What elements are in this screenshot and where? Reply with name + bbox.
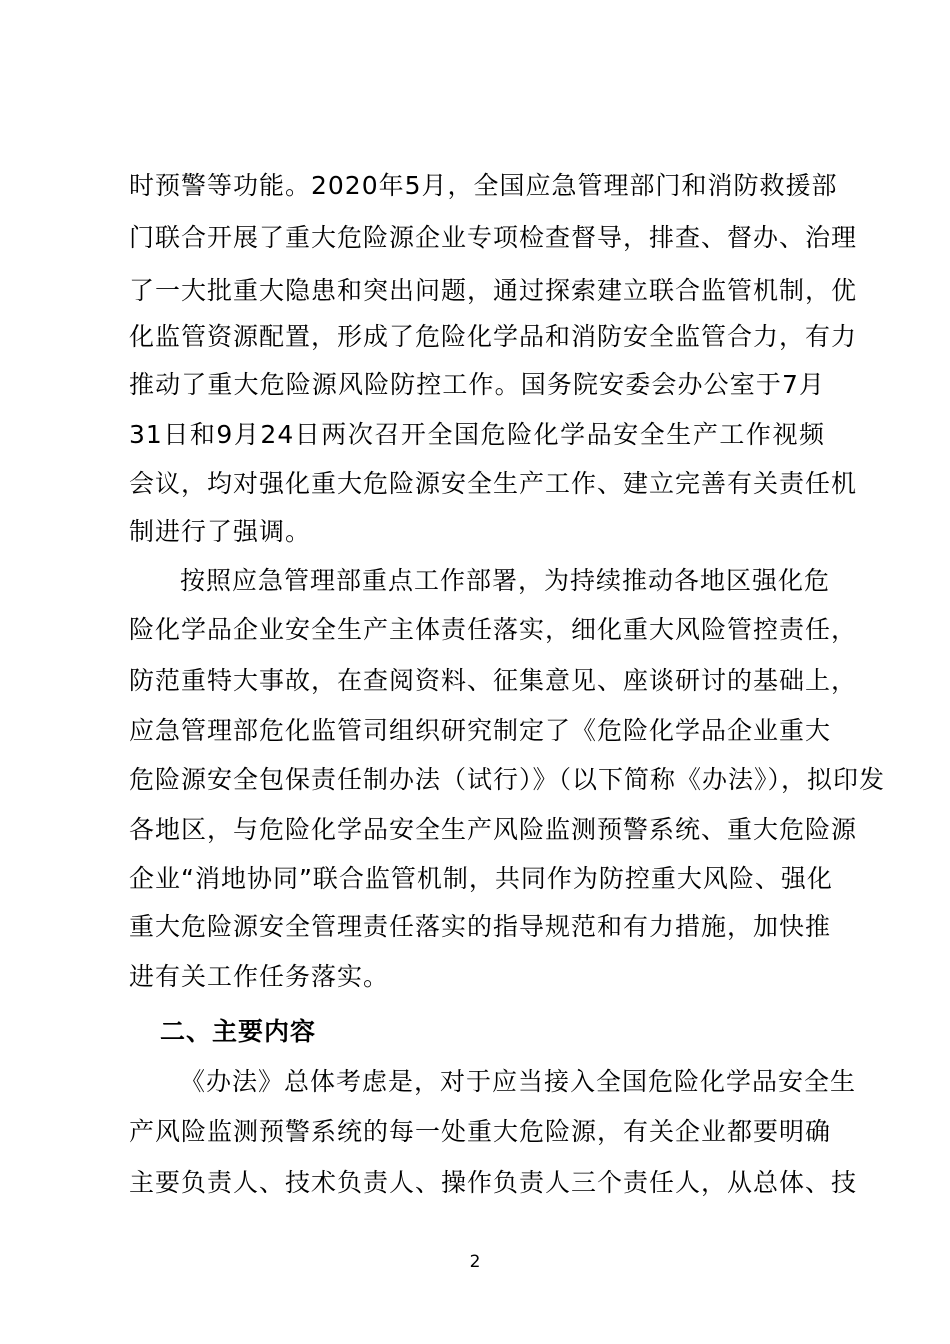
paragraph2-line: 企业“消地协同”联合监管机制，共同作为防控重大风险、强化 xyxy=(129,864,833,893)
paragraph1-line: 制进行了强调。 xyxy=(129,517,312,546)
paragraph1-line: 会议，均对强化重大危险源安全生产工作、建立完善有关责任机 xyxy=(129,469,858,498)
paragraph1-line: 门联合开展了重大危险源企业专项检查督导，排查、督办、治理 xyxy=(129,223,858,252)
paragraph3-line: 产风险监测预警系统的每一处重大危险源，有关企业都要明确 xyxy=(129,1117,832,1146)
section-heading: 二、主要内容 xyxy=(160,1017,317,1046)
page-number: 2 xyxy=(469,1252,481,1272)
paragraph2-line: 防范重特大事故，在查阅资料、征集意见、座谈研讨的基础上， xyxy=(129,666,858,695)
paragraph3-line: 主要负责人、技术负责人、操作负责人三个责任人，从总体、技 xyxy=(129,1168,858,1197)
paragraph1-line: 推动了重大危险源风险防控工作。国务院安委会办公室于7月 xyxy=(129,370,825,399)
paragraph3-line: 《办法》总体考虑是，对于应当接入全国危险化学品安全生 xyxy=(180,1067,857,1096)
paragraph2-line: 进有关工作任务落实。 xyxy=(129,962,390,991)
paragraph1-line: 时预警等功能。2020年5月，全国应急管理部门和消防救援部 xyxy=(129,171,838,200)
paragraph1-line: 化监管资源配置，形成了危险化学品和消防安全监管合力，有力 xyxy=(129,322,858,351)
paragraph2-line: 各地区，与危险化学品安全生产风险监测预警系统、重大危险源 xyxy=(129,815,858,844)
paragraph2-line: 重大危险源安全管理责任落实的指导规范和有力措施，加快推 xyxy=(129,912,832,941)
paragraph2-line: 应急管理部危化监管司组织研究制定了《危险化学品企业重大 xyxy=(129,716,832,745)
paragraph1-line: 31日和9月24日两次召开全国危险化学品安全生产工作视频 xyxy=(129,420,825,449)
paragraph2-line: 危险源安全包保责任制办法（试行）》（以下简称《办法》），拟印发 xyxy=(129,765,886,794)
paragraph2-line: 险化学品企业安全生产主体责任落实，细化重大风险管控责任， xyxy=(129,615,858,644)
paragraph2-line: 按照应急管理部重点工作部署，为持续推动各地区强化危 xyxy=(180,566,831,595)
paragraph1-line: 了一大批重大隐患和突出问题，通过探索建立联合监管机制，优 xyxy=(129,276,858,305)
